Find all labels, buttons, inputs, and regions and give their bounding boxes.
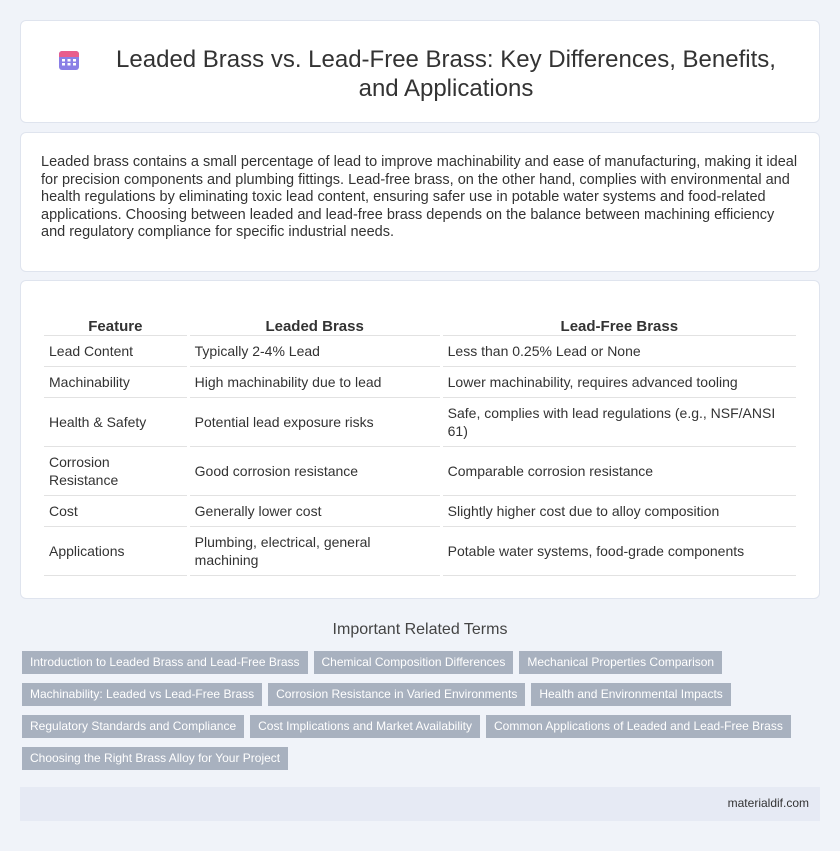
table-row bbox=[44, 447, 796, 496]
calendar-icon bbox=[58, 49, 80, 71]
table-cell: Lead Content bbox=[44, 336, 187, 367]
table-cell: Potential lead exposure risks bbox=[190, 398, 440, 447]
related-terms-list bbox=[22, 651, 802, 770]
table-cell: Health & Safety bbox=[44, 398, 187, 447]
header-feature: Feature bbox=[44, 316, 187, 336]
intro-paragraph: Leaded brass contains a small percentage of lead to improve machinability and ease of manufacturing, making it ideal for precision components and plumbing fittings. Lead-free brass, on the other hand, complies with environmental and health regulations by eliminating toxic lead content, ensuring safer use in potable water systems and food-related applications. Choosing between leaded and lead-free brass depends on the balance between machining efficiency and regulatory compliance for specific industrial needs. bbox=[41, 154, 798, 240]
comparison-card bbox=[20, 280, 820, 599]
related-term-tag[interactable]: Introduction to Leaded Brass and Lead-Free Brass bbox=[22, 651, 308, 674]
table-row bbox=[44, 496, 796, 527]
table-row bbox=[44, 367, 796, 398]
intro-card bbox=[20, 132, 820, 272]
table-cell: Machinability bbox=[44, 367, 187, 398]
table-cell: Applications bbox=[44, 527, 187, 576]
table-cell: Lower machinability, requires advanced tooling bbox=[443, 367, 796, 398]
related-term-tag[interactable]: Corrosion Resistance in Varied Environments bbox=[268, 683, 525, 706]
footer-site-link[interactable]: materialdif.com bbox=[727, 796, 809, 810]
table-cell: Slightly higher cost due to alloy composition bbox=[443, 496, 796, 527]
table-cell: High machinability due to lead bbox=[190, 367, 440, 398]
related-term-tag[interactable]: Common Applications of Leaded and Lead-Free Brass bbox=[486, 715, 791, 738]
table-cell: Less than 0.25% Lead or None bbox=[443, 336, 796, 367]
related-term-tag[interactable]: Mechanical Properties Comparison bbox=[519, 651, 722, 674]
table-header-row bbox=[44, 316, 796, 336]
table-cell: Safe, complies with lead regulations (e.g., NSF/ANSI 61) bbox=[443, 398, 796, 447]
related-term-tag[interactable]: Chemical Composition Differences bbox=[314, 651, 514, 674]
page-title: Leaded Brass vs. Lead-Free Brass: Key Differences, Benefits, and Applications bbox=[116, 46, 776, 102]
header-leaded-brass: Leaded Brass bbox=[190, 316, 440, 336]
title-card bbox=[20, 20, 820, 123]
related-term-tag[interactable]: Health and Environmental Impacts bbox=[531, 683, 730, 706]
table-cell: Good corrosion resistance bbox=[190, 447, 440, 496]
related-term-tag[interactable]: Choosing the Right Brass Alloy for Your Project bbox=[22, 747, 288, 770]
related-term-tag[interactable]: Machinability: Leaded vs Lead-Free Brass bbox=[22, 683, 262, 706]
table-row bbox=[44, 527, 796, 576]
comparison-table bbox=[41, 316, 799, 576]
footer bbox=[20, 787, 820, 821]
header-lead-free-brass: Lead-Free Brass bbox=[443, 316, 796, 336]
table-cell: Potable water systems, food-grade components bbox=[443, 527, 796, 576]
table-cell: Comparable corrosion resistance bbox=[443, 447, 796, 496]
table-row bbox=[44, 336, 796, 367]
table-cell: Cost bbox=[44, 496, 187, 527]
table-row bbox=[44, 398, 796, 447]
table-cell: Generally lower cost bbox=[190, 496, 440, 527]
table-cell: Plumbing, electrical, general machining bbox=[190, 527, 440, 576]
table-cell: Corrosion Resistance bbox=[44, 447, 187, 496]
related-terms-heading: Important Related Terms bbox=[332, 621, 508, 638]
table-cell: Typically 2-4% Lead bbox=[190, 336, 440, 367]
related-term-tag[interactable]: Regulatory Standards and Compliance bbox=[22, 715, 244, 738]
related-term-tag[interactable]: Cost Implications and Market Availability bbox=[250, 715, 480, 738]
